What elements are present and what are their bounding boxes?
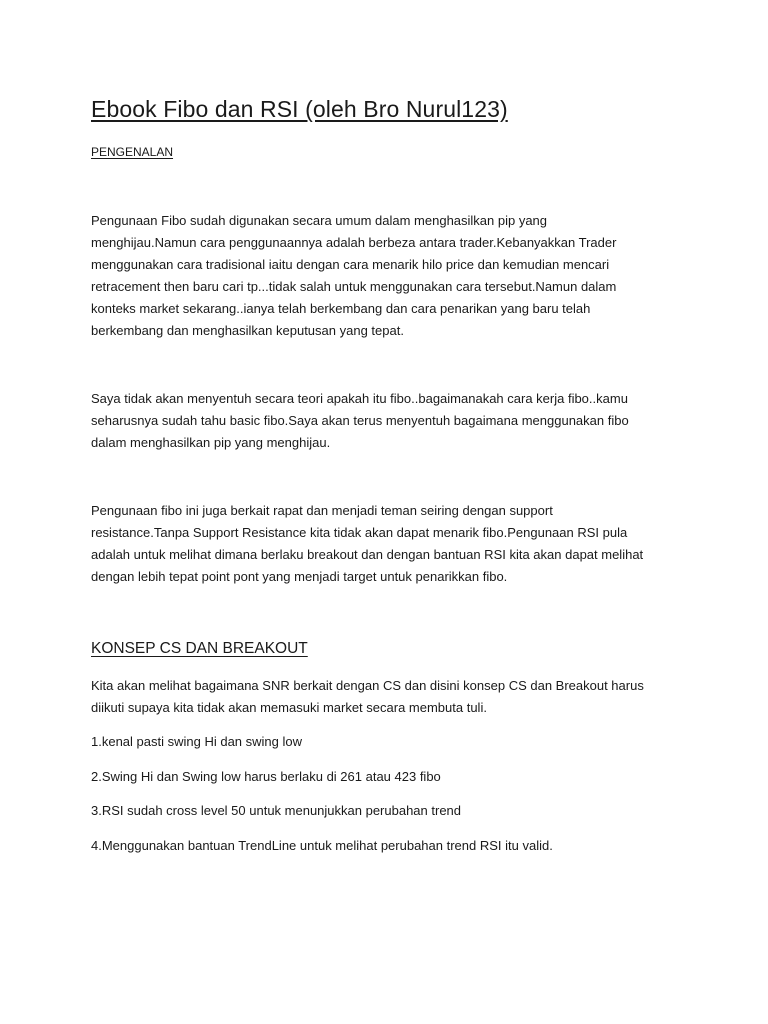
paragraph-theory [91,388,691,454]
list-item: 1.kenal pasti swing Hi dan swing low [91,734,302,749]
paragraph-line: dengan lebih tepat point pont yang menjadi target untuk penarikkan fibo. [91,569,508,584]
list-item: 2.Swing Hi dan Swing low harus berlaku di 261 atau 423 fibo [91,769,441,784]
paragraph-line: retracement then baru cari tp...tidak salah untuk menggunakan cara tersebut.Namun dalam [91,279,617,294]
paragraph-line: adalah untuk melihat dimana berlaku breakout dan dengan bantuan RSI kita akan dapat melihat [91,547,644,562]
paragraph-intro [91,210,691,342]
paragraph-support-resistance [91,500,691,588]
paragraph-line: diikuti supaya kita tidak akan memasuki market secara membuta tuli. [91,700,487,715]
list-item: 4.Menggunakan bantuan TrendLine untuk melihat perubahan trend RSI itu valid. [91,838,553,853]
section-label-pengenalan: PENGENALAN [91,145,174,159]
paragraph-line: resistance.Tanpa Support Resistance kita tidak akan dapat menarik fibo.Pengunaan RSI pula [91,525,628,540]
section-heading-konsep: KONSEP CS DAN BREAKOUT [91,640,308,657]
paragraph-line: berkembang dan menghasilkan keputusan yang tepat. [91,323,404,338]
paragraph-line: Saya tidak akan menyentuh secara teori apakah itu fibo..bagaimanakah cara kerja fibo..kamu [91,391,628,406]
paragraph-line: menggunakan cara tradisional iaitu dengan cara menarik hilo price dan kemudian mencari [91,257,610,272]
paragraph-line: konteks market sekarang..ianya telah berkembang dan cara penarikan yang baru telah [91,301,591,316]
list-item: 3.RSI sudah cross level 50 untuk menunjukkan perubahan trend [91,803,462,818]
paragraph-line: menghijau.Namun cara penggunaannya adalah berbeza antara trader.Kebanyakkan Trader [91,235,617,250]
paragraph-line: Kita akan melihat bagaimana SNR berkait dengan CS dan disini konsep CS dan Breakout harus [91,678,644,693]
paragraph-line: Pengunaan fibo ini juga berkait rapat dan menjadi teman seiring dengan support [91,503,553,518]
document-title: Ebook Fibo dan RSI (oleh Bro Nurul123) [91,96,508,122]
paragraph-line: dalam menghasilkan pip yang menghijau. [91,435,331,450]
paragraph-line: seharusnya sudah tahu basic fibo.Saya akan terus menyentuh bagaimana menggunakan fibo [91,413,629,428]
paragraph-line: Pengunaan Fibo sudah digunakan secara umum dalam menghasilkan pip yang [91,213,548,228]
paragraph-konsep [91,675,691,719]
